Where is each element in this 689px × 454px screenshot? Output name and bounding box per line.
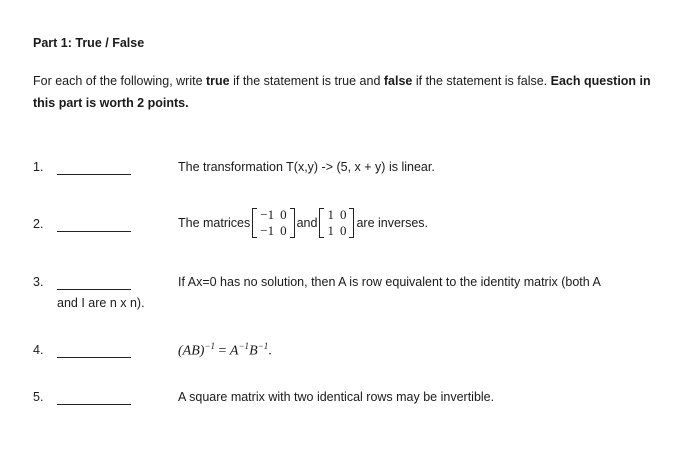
matrix-b-cell: 0 — [339, 223, 347, 238]
question-2-and: and — [296, 216, 318, 230]
question-3-continuation: and I are n x n). — [57, 296, 145, 310]
question-1-number: 1. — [33, 160, 44, 174]
formula-exp: −1 — [204, 341, 216, 351]
matrix-b — [319, 207, 354, 239]
matrix-a-cell: −1 — [260, 223, 275, 238]
question-3-text: If Ax=0 has no solution, then A is row equivalent to the identity matrix (both A — [178, 275, 601, 289]
question-5-text: A square matrix with two identical rows may be invertible. — [178, 390, 495, 404]
instructions-text-2: if the statement is true and — [229, 74, 384, 88]
question-2-text — [178, 201, 428, 245]
question-1-answer-blank[interactable] — [57, 174, 131, 175]
instructions-false-word: false — [383, 74, 413, 88]
matrix-b-cell: 1 — [327, 207, 334, 222]
question-2-suffix: are inverses. — [356, 216, 429, 230]
part-title: Part 1: True / False — [33, 36, 145, 50]
formula-ab: (AB) — [178, 343, 205, 359]
formula-b: B — [249, 343, 258, 359]
matrix-a-cell: 0 — [280, 223, 287, 238]
instructions — [33, 70, 653, 114]
question-4-number: 4. — [33, 343, 44, 357]
instructions-text-1: For each of the following, write — [33, 74, 206, 88]
question-1-text: The transformation T(x,y) -> (5, x + y) is linear. — [178, 160, 435, 174]
question-4-formula — [178, 341, 272, 360]
formula-exp: −1 — [238, 341, 250, 351]
question-3-answer-blank[interactable] — [57, 289, 131, 290]
matrix-a — [252, 207, 294, 239]
instructions-true-word: true — [206, 74, 230, 88]
formula-period: . — [268, 343, 272, 359]
question-4-answer-blank[interactable] — [57, 357, 131, 358]
question-2-prefix: The matrices — [178, 216, 251, 230]
instructions-text-3: if the statement is false. — [412, 74, 551, 88]
formula-exp: −1 — [257, 341, 269, 351]
question-2-answer-blank[interactable] — [57, 231, 131, 232]
matrix-a-cell: 0 — [280, 207, 287, 222]
matrix-a-cell: −1 — [260, 207, 275, 222]
matrix-b-cell: 1 — [327, 223, 334, 238]
question-3-number: 3. — [33, 275, 44, 289]
matrix-b-cell: 0 — [339, 207, 347, 222]
instructions-points-note: Each question in this part is worth 2 points. — [33, 74, 651, 110]
formula-a: A — [229, 343, 239, 359]
formula-equals: = — [215, 343, 230, 359]
question-5-number: 5. — [33, 390, 44, 404]
question-2-number: 2. — [33, 217, 44, 231]
question-5-answer-blank[interactable] — [57, 404, 131, 405]
